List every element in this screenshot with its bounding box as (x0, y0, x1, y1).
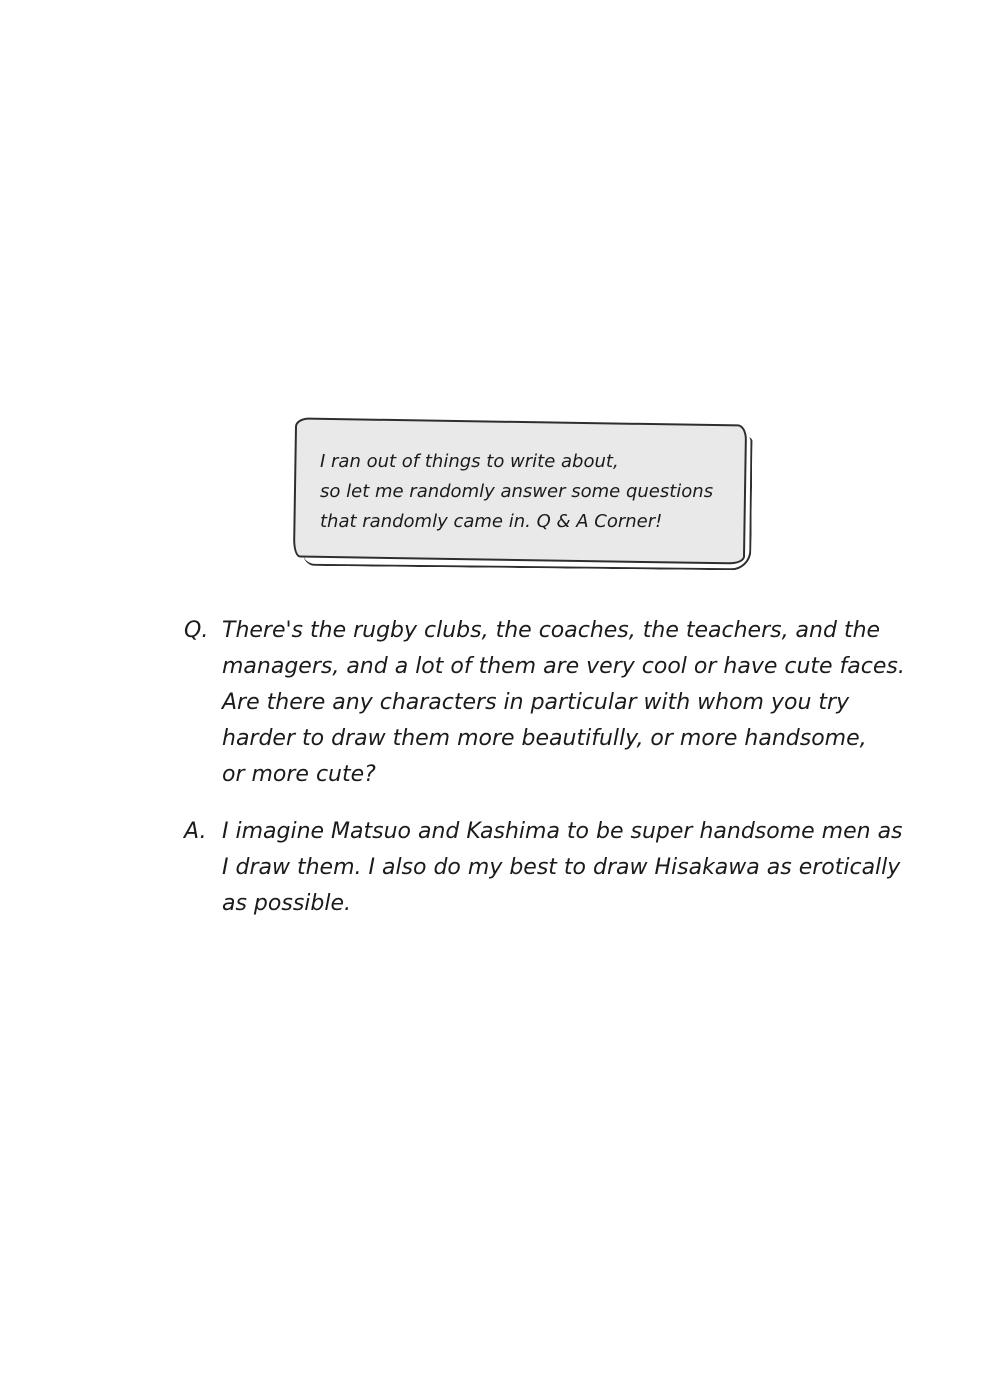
question-line-1: There's the rugby clubs, the coaches, the teachers, and the (222, 618, 881, 643)
note-line-1: I ran out of things to write about, (320, 451, 619, 472)
note-line-3: that randomly came in. Q & A Corner! (320, 511, 663, 532)
answer-line-3: as possible. (222, 891, 352, 916)
question-line-3: Are there any characters in particular with whom you try (222, 690, 850, 715)
question-label: Q. (184, 618, 209, 643)
note-box-text (320, 447, 713, 537)
answer-block (184, 814, 903, 922)
answer-line-1: I imagine Matsuo and Kashima to be super handsome men as (222, 819, 903, 844)
intro-note-box (294, 421, 746, 561)
question-block (184, 613, 905, 793)
answer-text (222, 814, 903, 922)
question-line-2: managers, and a lot of them are very cool or have cute faces. (222, 654, 905, 679)
answer-label: A. (184, 819, 207, 844)
question-line-4: harder to draw them more beautifully, or more handsome, (222, 726, 867, 751)
question-line-5: or more cute? (222, 762, 376, 787)
note-line-2: so let me randomly answer some questions (320, 481, 714, 502)
question-text (222, 613, 905, 793)
answer-line-2: I draw them. I also do my best to draw Hisakawa as erotically (222, 855, 901, 880)
